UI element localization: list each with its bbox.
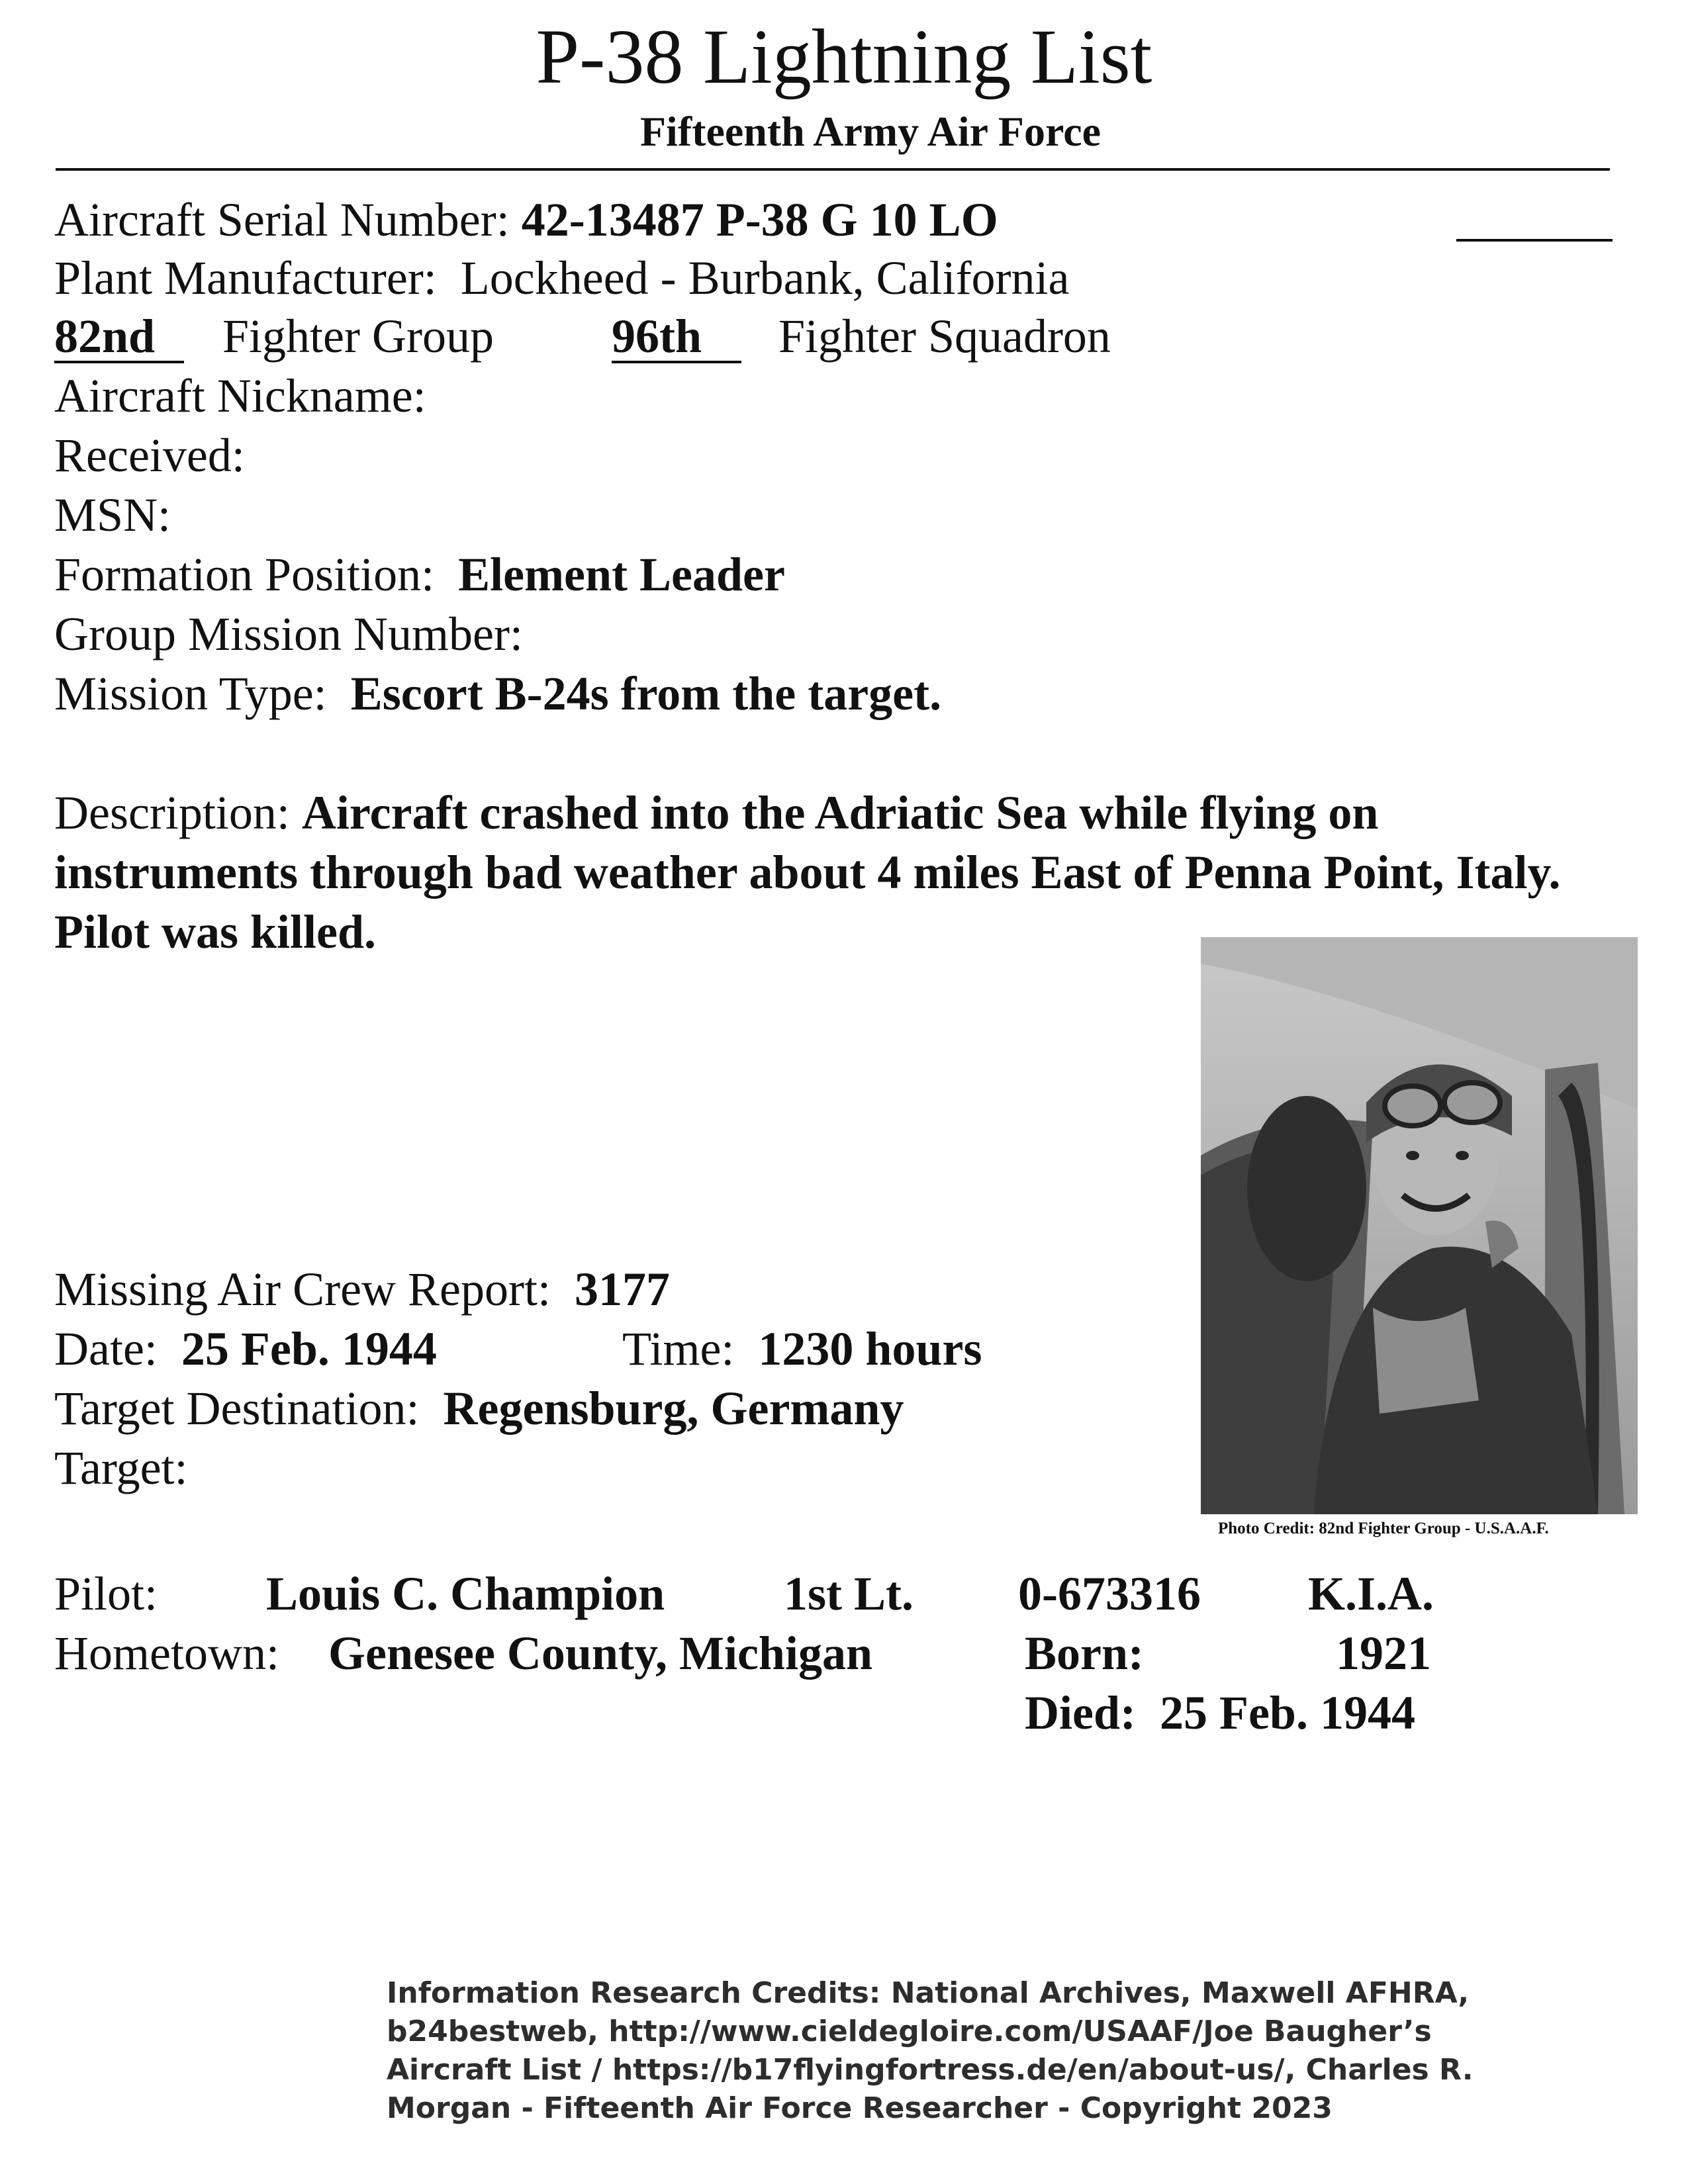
date-row: [54, 1319, 437, 1379]
description-text-2: instruments through bad weather about 4 miles East of Penna Point, Italy.: [54, 846, 1561, 899]
pilot-rank: 1st Lt.: [784, 1567, 914, 1620]
target-destination-row: [54, 1379, 904, 1438]
serial-label: Aircraft Serial Number:: [54, 193, 510, 246]
date-value: 25 Feb. 1944: [181, 1322, 437, 1375]
msn-label: MSN:: [54, 488, 171, 541]
group-row: [54, 306, 1111, 366]
died-value: 25 Feb. 1944: [1159, 1686, 1415, 1739]
born-value: 1921: [1336, 1627, 1431, 1680]
mission-type-row: [54, 664, 941, 723]
squadron-label: Fighter Squadron: [778, 310, 1111, 363]
time-value: 1230 hours: [758, 1322, 982, 1375]
pilot-label: Pilot:: [54, 1567, 158, 1620]
hometown-value: Genesee County, Michigan: [328, 1627, 872, 1680]
hometown-label: Hometown:: [54, 1627, 279, 1680]
pilot-status: K.I.A.: [1308, 1567, 1434, 1620]
credits-line-2: b24bestweb, http://www.cieldegloire.com/USAAF/Joe Baugher’s: [387, 2015, 1432, 2048]
pilot-name: Louis C. Champion: [266, 1567, 665, 1620]
mission-type-value: Escort B-24s from the target.: [350, 667, 942, 720]
group-value: 82nd: [54, 312, 184, 363]
credits-line-3: Aircraft List / https://b17flyingfortress.de/en/about-us/, Charles R.: [387, 2053, 1474, 2087]
formation-value: Element Leader: [458, 548, 785, 601]
description-text-3: Pilot was killed.: [54, 905, 377, 958]
photo-credit: Photo Credit: 82nd Fighter Group - U.S.A.A.F.: [1218, 1520, 1549, 1537]
mission-type-label: Mission Type:: [54, 667, 327, 720]
credits-line-1: Information Research Credits: National Archives, Maxwell AFHRA,: [387, 1976, 1470, 2010]
credits-line-4: Morgan - Fifteenth Air Force Researcher - Copyright 2023: [387, 2091, 1333, 2125]
description-line-1: [54, 783, 1378, 842]
received-label: Received:: [54, 429, 245, 482]
serial-value: 42-13487 P-38 G 10 LO: [521, 193, 998, 246]
serial-row: [54, 190, 998, 250]
pilot-photo-image: [1201, 937, 1638, 1514]
born-label: Born:: [1025, 1627, 1144, 1680]
manufacturer-value: Lockheed - Burbank, California: [460, 251, 1070, 304]
time-row: [622, 1319, 982, 1379]
macr-label: Missing Air Crew Report:: [54, 1263, 551, 1316]
target-label: Target:: [54, 1441, 188, 1494]
manufacturer-row: [54, 248, 1069, 308]
died-row: [1025, 1683, 1415, 1743]
blank-underline: [1456, 239, 1613, 242]
description-text-1: Aircraft crashed into the Adriatic Sea while flying on: [301, 786, 1379, 839]
macr-row: [54, 1259, 670, 1319]
target-destination-label: Target Destination:: [54, 1382, 420, 1435]
pilot-serial: 0-673316: [1018, 1567, 1201, 1620]
macr-value: 3177: [575, 1263, 670, 1316]
date-label: Date:: [54, 1322, 158, 1375]
pilot-photo: [1201, 937, 1638, 1514]
title-divider: [56, 168, 1610, 171]
group-label: Fighter Group: [222, 310, 494, 363]
nickname-label: Aircraft Nickname:: [54, 369, 426, 422]
description-label: Description:: [54, 786, 290, 839]
manufacturer-label: Plant Manufacturer:: [54, 251, 437, 304]
group-mission-label: Group Mission Number:: [54, 608, 523, 660]
target-destination-value: Regensburg, Germany: [443, 1382, 904, 1435]
formation-label: Formation Position:: [54, 548, 435, 601]
squadron-value: 96th: [612, 312, 741, 363]
page-subtitle: Fifteenth Army Air Force: [639, 108, 1102, 155]
formation-row: [54, 545, 785, 604]
time-label: Time:: [622, 1322, 735, 1375]
page-title: P-38 Lightning List: [536, 13, 1152, 100]
died-label: Died:: [1025, 1686, 1136, 1739]
